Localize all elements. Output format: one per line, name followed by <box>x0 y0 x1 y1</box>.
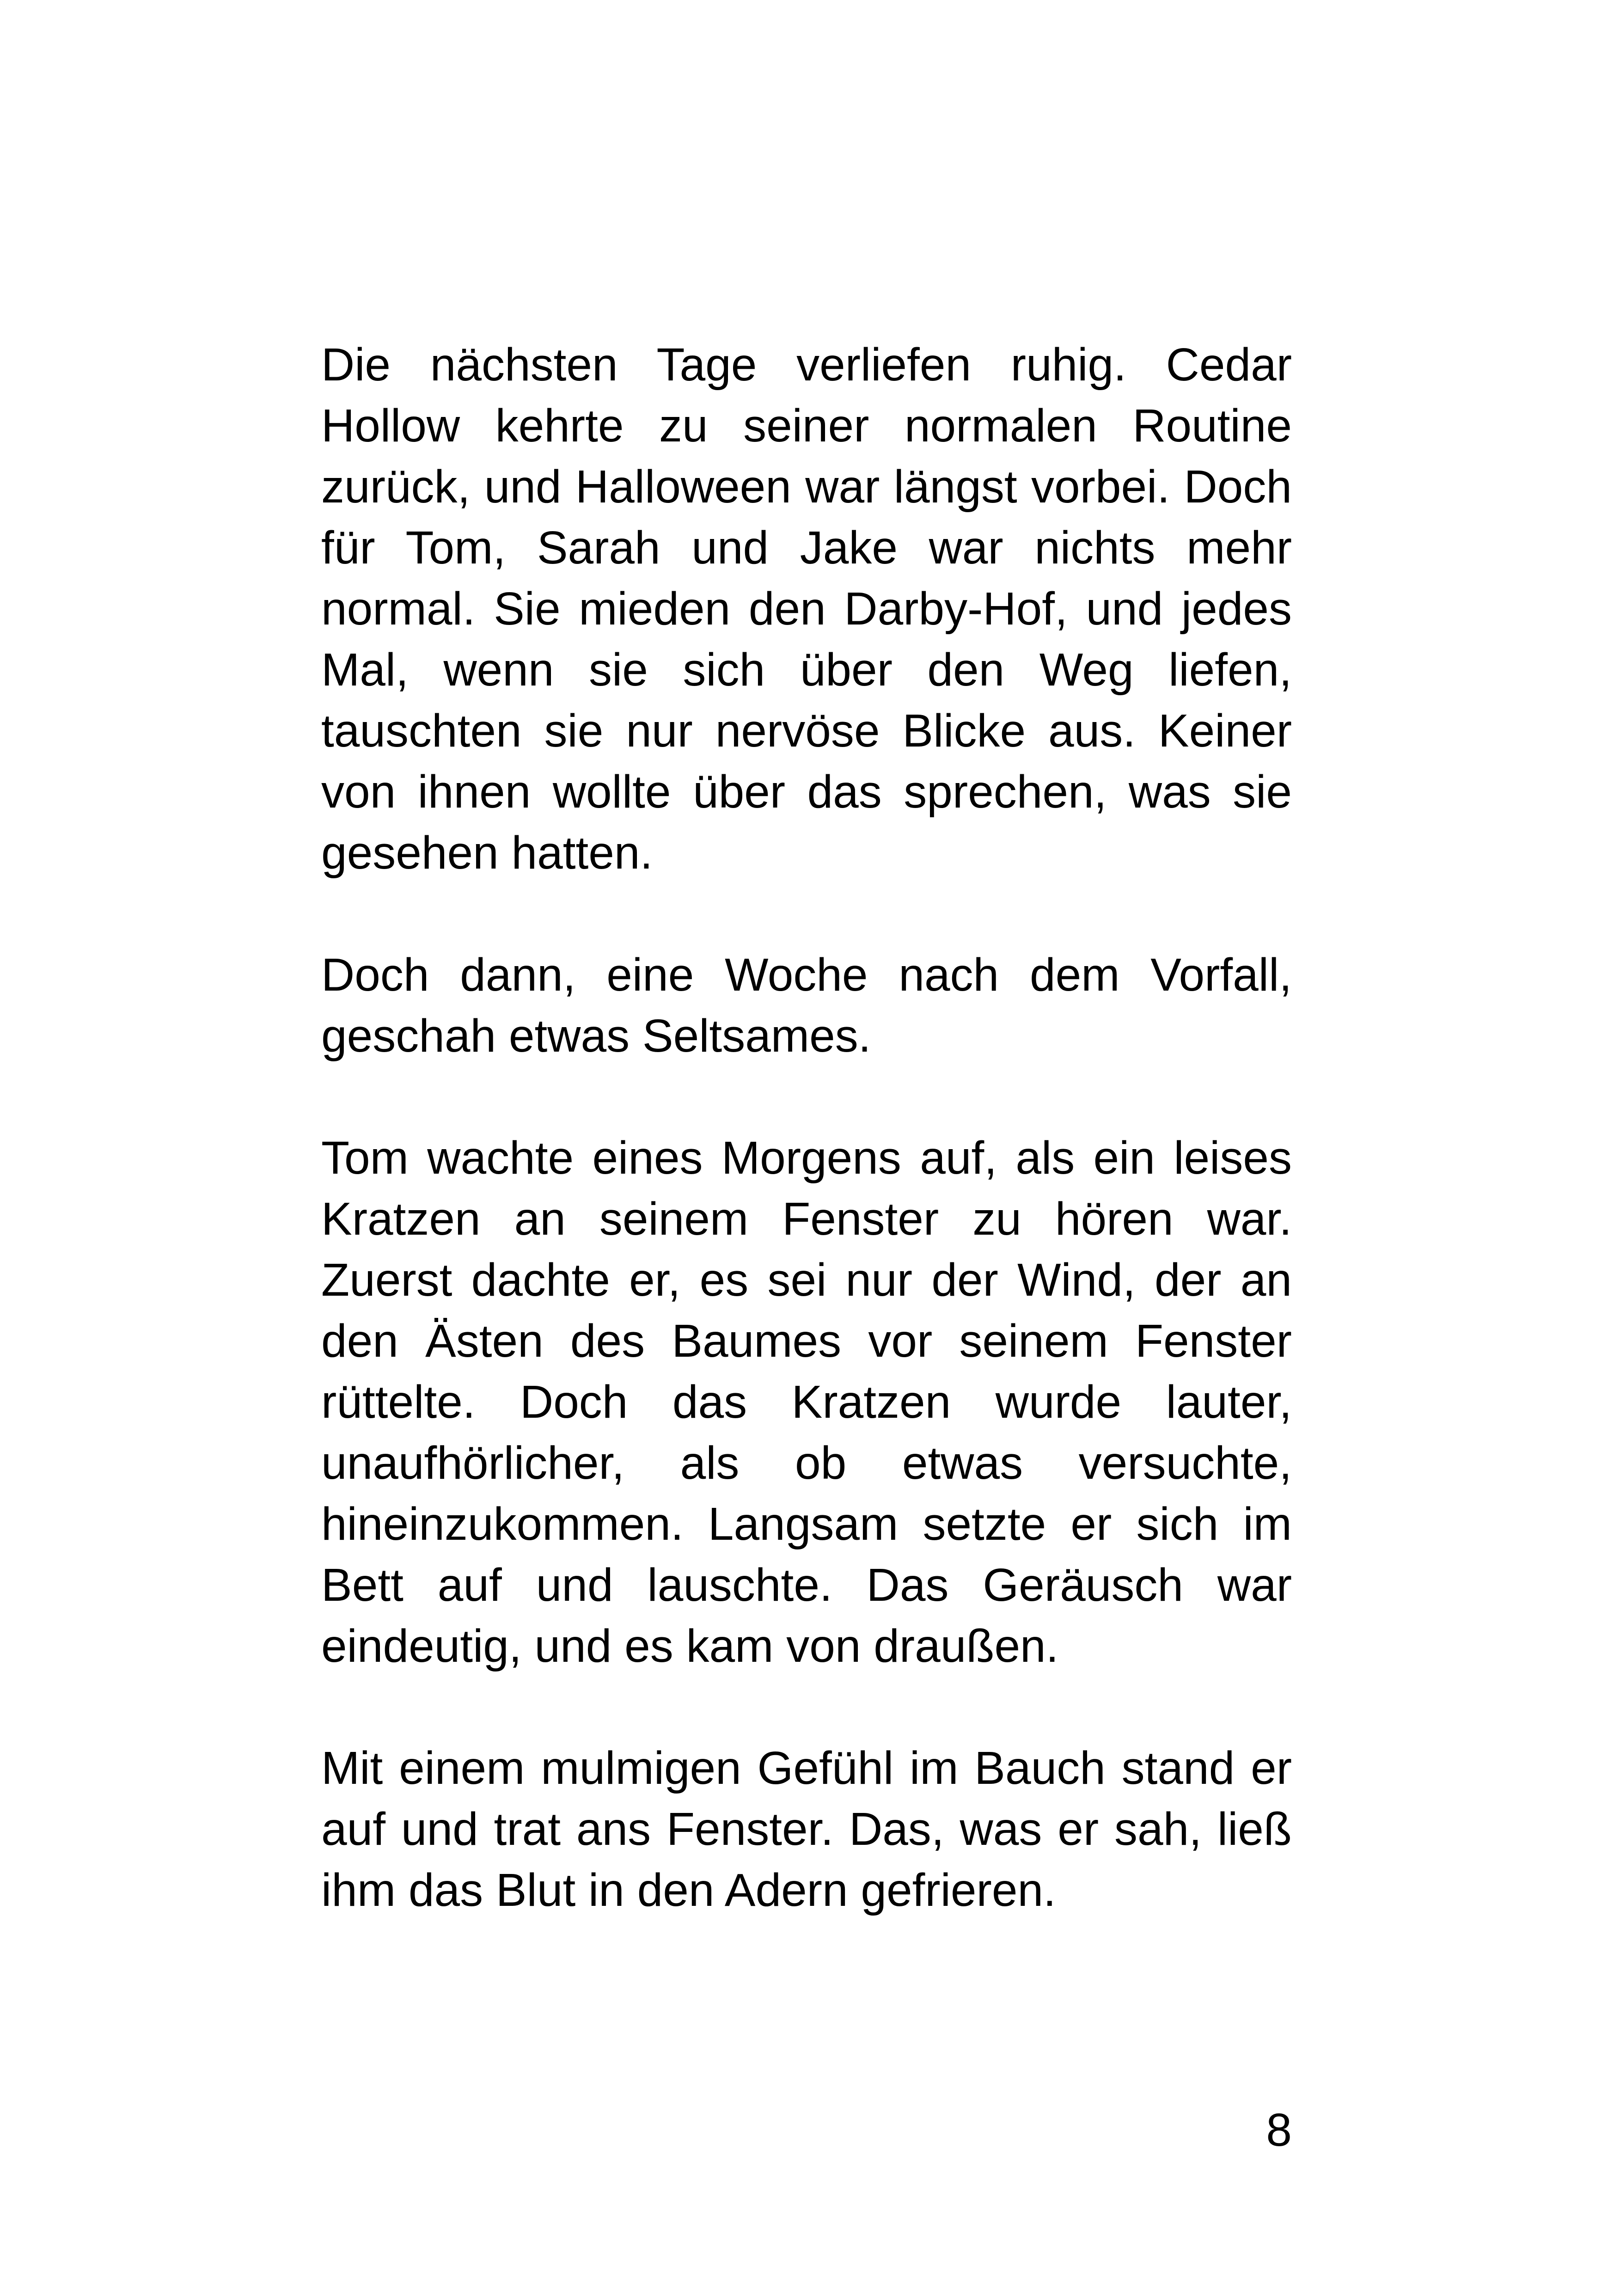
text-line: geschah etwas Seltsames. <box>321 1010 871 1062</box>
text-line: für Tom, Sarah und Jake war nichts mehr <box>321 522 1292 574</box>
text-line: Mal, wenn sie sich über den Weg liefen, <box>321 644 1292 696</box>
page-number: 8 <box>1266 2104 1292 2156</box>
text-line: hineinzukommen. Langsam setzte er sich im <box>321 1498 1292 1550</box>
text-line: tauschten sie nur nervöse Blicke aus. Keiner <box>321 705 1292 757</box>
paragraph-4 <box>321 1738 1292 1921</box>
paragraph-2 <box>321 944 1292 1066</box>
text-line: unaufhörlicher, als ob etwas versuchte, <box>321 1437 1292 1489</box>
text-line: von ihnen wollte über das sprechen, was sie <box>321 766 1292 818</box>
text-line: normal. Sie mieden den Darby-Hof, und jedes <box>321 583 1292 635</box>
text-line: Die nächsten Tage verliefen ruhig. Cedar <box>321 339 1292 391</box>
text-line: Zuerst dachte er, es sei nur der Wind, der an <box>321 1254 1292 1306</box>
text-line: Hollow kehrte zu seiner normalen Routine <box>321 400 1292 452</box>
text-line: eindeutig, und es kam von draußen. <box>321 1620 1059 1672</box>
paragraph-1 <box>321 334 1292 883</box>
text-line: Kratzen an seinem Fenster zu hören war. <box>321 1193 1292 1245</box>
text-line: zurück, und Halloween war längst vorbei. Doch <box>321 461 1292 513</box>
text-line: Bett auf und lauschte. Das Geräusch war <box>321 1559 1292 1611</box>
text-line: Doch dann, eine Woche nach dem Vorfall, <box>321 949 1292 1001</box>
text-line: ihm das Blut in den Adern gefrieren. <box>321 1864 1056 1916</box>
text-line: auf und trat ans Fenster. Das, was er sah, ließ <box>321 1803 1292 1855</box>
text-line: den Ästen des Baumes vor seinem Fenster <box>321 1315 1292 1367</box>
text-line: Mit einem mulmigen Gefühl im Bauch stand er <box>321 1742 1292 1794</box>
page-body <box>321 334 1292 1921</box>
paragraph-3 <box>321 1127 1292 1677</box>
text-line: Tom wachte eines Morgens auf, als ein leises <box>321 1132 1292 1184</box>
text-line: rüttelte. Doch das Kratzen wurde lauter, <box>321 1376 1292 1428</box>
text-line: gesehen hatten. <box>321 827 653 879</box>
